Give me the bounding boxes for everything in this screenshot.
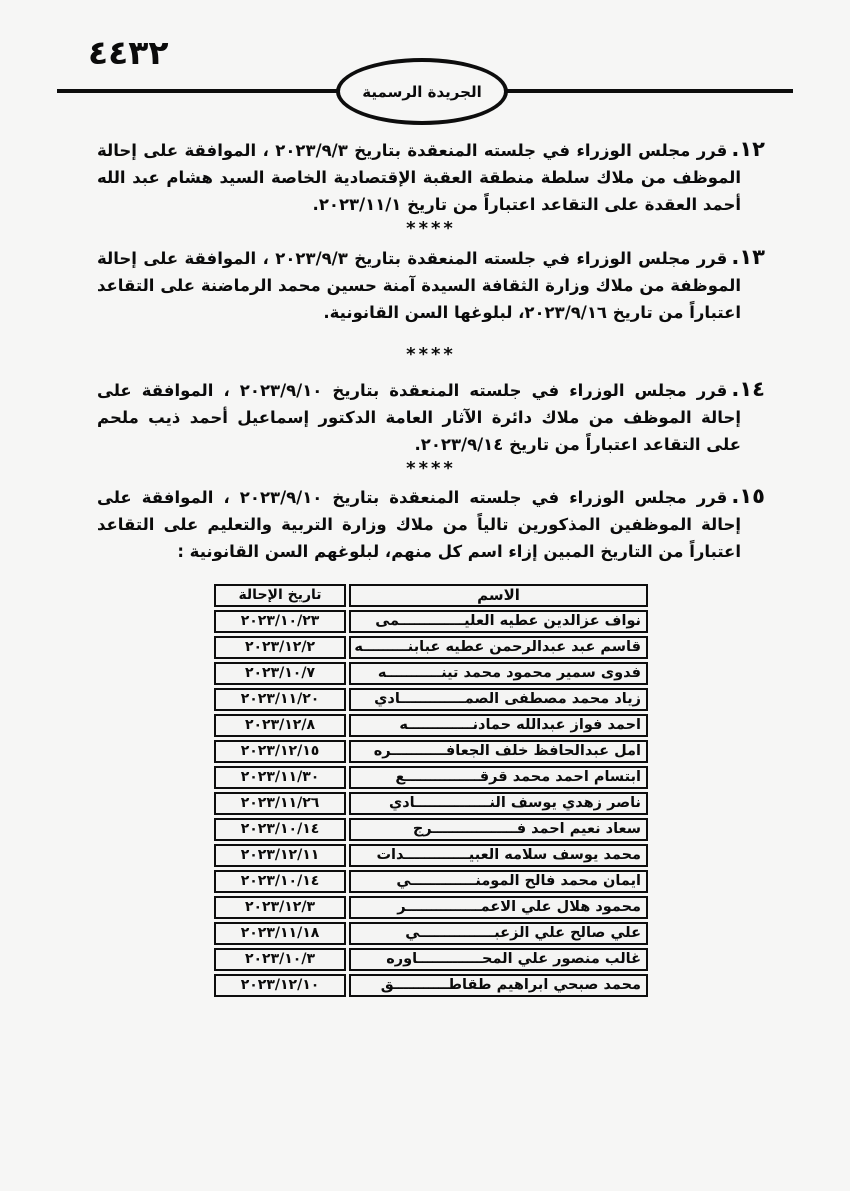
masthead-title: الجريدة الرسمية [362, 82, 482, 101]
name-cell: نواف عزالدين عطيه العليـــــــــــــمى [349, 610, 648, 633]
name-cell: امل عبدالحافظ خلف الجعافـــــــــــره [349, 740, 648, 763]
date-cell: ٢٠٢٣/١١/٢٦ [214, 792, 346, 815]
date-cell: ٢٠٢٣/١٠/٢٣ [214, 610, 346, 633]
table-row [214, 948, 648, 971]
paragraph-number: ١٤. [731, 377, 765, 401]
name-cell: ايمان محمد فالح المومنـــــــــــــي [349, 870, 648, 893]
table-header-name: الاسم [349, 584, 648, 607]
table-row [214, 870, 648, 893]
date-cell: ٢٠٢٣/١١/١٨ [214, 922, 346, 945]
table-header-date: تاريخ الإحالة [214, 584, 346, 607]
decree-paragraph-13 [97, 244, 765, 326]
name-cell: محمود هلال علي الاعمـــــــــــــــر [349, 896, 648, 919]
date-cell: ٢٠٢٣/١٢/٨ [214, 714, 346, 737]
table-row [214, 662, 648, 685]
name-cell: غالب منصور علي المحـــــــــــــاوره [349, 948, 648, 971]
paragraph-text: قرر مجلس الوزراء في جلسته المنعقدة بتاريخ ٢٠٢٣/٩/١٠ ، الموافقة على إحالة الموظف من ملاك دائرة الآثار العامة الدكتور إسماعيل أحمد ذيب ملحم على التقاعد اعتباراً من تاريخ ٢٠٢٣/٩/١٤. [97, 381, 741, 454]
paragraph-text: قرر مجلس الوزراء في جلسته المنعقدة بتاريخ ٢٠٢٣/٩/٣ ، الموافقة على إحالة الموظف من ملاك سلطة منطقة العقبة الإقتصادية الخاصة السيد هشام عبد الله أحمد العقدة على التقاعد اعتباراً من تاريخ ٢٠٢٣/١١/١. [97, 141, 741, 214]
date-cell: ٢٠٢٣/١٠/١٤ [214, 870, 346, 893]
section-separator: **** [406, 344, 456, 365]
name-cell: فدوى سمير محمود محمد تينـــــــــــه [349, 662, 648, 685]
name-cell: زياد محمد مصطفى الصمـــــــــــــادي [349, 688, 648, 711]
table-row [214, 922, 648, 945]
name-cell: ناصر زهدي يوسف النـــــــــــــــادي [349, 792, 648, 815]
date-cell: ٢٠٢٣/١٢/١١ [214, 844, 346, 867]
decrees-section [97, 136, 765, 1000]
name-cell: محمد يوسف سلامه العبيـــــــــــــدات [349, 844, 648, 867]
table-row [214, 610, 648, 633]
decree-paragraph-12 [97, 136, 765, 218]
name-cell: ابتسام احمد محمد قرقـــــــــــــــع [349, 766, 648, 789]
table-row [214, 844, 648, 867]
date-cell: ٢٠٢٣/١١/٢٠ [214, 688, 346, 711]
paragraph-number: ١٢. [731, 137, 765, 161]
table-row [214, 740, 648, 763]
paragraph-text: قرر مجلس الوزراء في جلسته المنعقدة بتاريخ ٢٠٢٣/٩/٣ ، الموافقة على إحالة الموظفة من ملاك وزارة الثقافة السيدة آمنة حسين محمد الرماضنة على التقاعد اعتباراً من تاريخ ٢٠٢٣/٩/١٦، لبلوغها السن القانونية. [97, 249, 741, 322]
paragraph-number: ١٥. [731, 484, 765, 508]
name-cell: علي صالح علي الزعبـــــــــــــــي [349, 922, 648, 945]
retirees-table [211, 581, 651, 1000]
table-row [214, 766, 648, 789]
name-cell: محمد صبحي ابراهيم طقاطـــــــــــق [349, 974, 648, 997]
name-cell: سعاد نعيم احمد فـــــــــــــــــرج [349, 818, 648, 841]
date-cell: ٢٠٢٣/١٠/١٤ [214, 818, 346, 841]
date-cell: ٢٠٢٣/١٢/٢ [214, 636, 346, 659]
paragraph-text: قرر مجلس الوزراء في جلسته المنعقدة بتاريخ ٢٠٢٣/٩/١٠ ، الموافقة على إحالة الموظفين المذكورين تالياً من ملاك وزارة التربية والتعليم على التقاعد اعتباراً من التاريخ المبين إزاء اسم كل منهم، لبلوغهم السن القانونية : [97, 488, 741, 561]
page-number: ٤٤٣٢ [88, 33, 169, 72]
date-cell: ٢٠٢٣/١٠/٣ [214, 948, 346, 971]
date-cell: ٢٠٢٣/١٢/١٥ [214, 740, 346, 763]
table-row [214, 636, 648, 659]
table-row [214, 792, 648, 815]
decree-paragraph-14 [97, 376, 765, 458]
table-row [214, 688, 648, 711]
date-cell: ٢٠٢٣/١٢/٣ [214, 896, 346, 919]
date-cell: ٢٠٢٣/١٢/١٠ [214, 974, 346, 997]
table-header-row [214, 584, 648, 607]
name-cell: قاسم عبد عبدالرحمن عطيه عبابنـــــــــه [349, 636, 648, 659]
date-cell: ٢٠٢٣/١٠/٧ [214, 662, 346, 685]
table-row [214, 818, 648, 841]
date-cell: ٢٠٢٣/١١/٣٠ [214, 766, 346, 789]
table-row [214, 974, 648, 997]
decree-paragraph-15 [97, 483, 765, 565]
table-row [214, 714, 648, 737]
table-row [214, 896, 648, 919]
name-cell: احمد فواز عبدالله حمادنـــــــــــــه [349, 714, 648, 737]
section-separator: **** [406, 218, 456, 239]
paragraph-number: ١٣. [731, 245, 765, 269]
section-separator: **** [406, 458, 456, 479]
masthead-ellipse [336, 58, 508, 125]
